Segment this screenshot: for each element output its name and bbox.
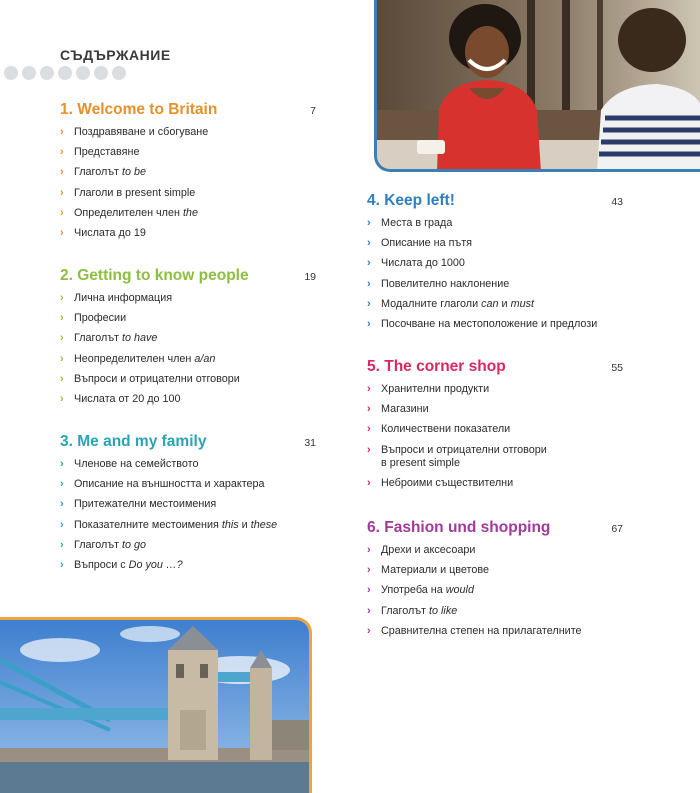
list-item: › Определителен член the xyxy=(60,206,198,219)
chevron-right-icon: › xyxy=(367,443,371,456)
list-item: › Хранителни продукти xyxy=(367,383,490,395)
chevron-right-icon: › xyxy=(60,312,64,325)
chevron-right-icon: › xyxy=(60,206,64,219)
chevron-right-icon: › xyxy=(60,518,64,531)
list-item: › Глаголът to have xyxy=(60,332,158,345)
chevron-right-icon: › xyxy=(60,498,64,511)
dot xyxy=(112,66,126,80)
cafe-photo xyxy=(374,0,700,172)
section-page-number: 43 xyxy=(611,196,623,208)
list-item: › Лична информация xyxy=(60,292,173,304)
list-item: › Места в града xyxy=(367,217,453,229)
list-item: › Числата до 19 xyxy=(60,226,146,239)
list-item: › Глаголът to be xyxy=(60,166,147,179)
dot xyxy=(76,66,90,80)
chevron-right-icon: › xyxy=(367,624,371,637)
chevron-right-icon: › xyxy=(367,237,371,250)
section-5 xyxy=(367,358,623,497)
chevron-right-icon: › xyxy=(367,257,371,270)
chevron-right-icon: › xyxy=(367,317,371,330)
list-item: › Описание на външността и характера xyxy=(60,478,265,491)
chevron-right-icon: › xyxy=(367,277,371,290)
list-item: › Повелително наклонение xyxy=(367,277,510,290)
list-item: › Магазини xyxy=(367,403,429,416)
section-1 xyxy=(60,101,316,247)
chevron-right-icon: › xyxy=(60,478,64,491)
chevron-right-icon: › xyxy=(367,564,371,577)
list-item: › Модалните глаголи can и must xyxy=(367,297,534,310)
list-item: › Глаголи в present simple xyxy=(60,186,196,199)
list-item: › Количествени показатели xyxy=(367,423,511,436)
chevron-right-icon: › xyxy=(367,476,371,489)
list-item: › Професии xyxy=(60,312,127,325)
list-item: › Поздравяване и сбогуване xyxy=(60,126,209,138)
section-title[interactable]: 1. Welcome to Britain xyxy=(60,101,218,118)
section-title[interactable]: 3. Me and my family xyxy=(60,433,207,450)
list-item: › Глаголът to like xyxy=(367,604,458,617)
section-page-number: 55 xyxy=(611,362,623,374)
list-item: › Въпроси и отрицателни отговори в present simple xyxy=(367,443,547,469)
chevron-right-icon: › xyxy=(60,226,64,239)
list-item: › Материали и цветове xyxy=(367,564,490,577)
list-item: › Сравнителна степен на прилагателните xyxy=(367,624,582,637)
list-item: › Въпроси и отрицателни отговори xyxy=(60,372,240,385)
list-item: › Въпроси с Do you …? xyxy=(60,558,183,571)
chevron-right-icon: › xyxy=(60,186,64,199)
chevron-right-icon: › xyxy=(367,297,371,310)
list-item: › Показателните местоимения this и these xyxy=(60,518,278,531)
section-6 xyxy=(367,519,623,645)
chevron-right-icon: › xyxy=(367,544,371,556)
dot xyxy=(4,66,18,80)
section-page-number: 31 xyxy=(304,437,316,449)
chevron-right-icon: › xyxy=(367,604,371,617)
list-item: › Числата от 20 до 100 xyxy=(60,392,181,405)
dot xyxy=(94,66,108,80)
dot xyxy=(22,66,36,80)
list-item: › Глаголът to go xyxy=(60,538,147,551)
chevron-right-icon: › xyxy=(60,372,64,385)
chevron-right-icon: › xyxy=(60,292,64,304)
list-item: › Представяне xyxy=(60,146,140,159)
section-title[interactable]: 4. Keep left! xyxy=(367,192,455,209)
dot xyxy=(58,66,72,80)
chevron-right-icon: › xyxy=(60,458,64,470)
list-item: › Числата до 1000 xyxy=(367,257,465,270)
chevron-right-icon: › xyxy=(60,352,64,365)
decorative-dots xyxy=(4,66,126,80)
chevron-right-icon: › xyxy=(367,584,371,597)
chevron-right-icon: › xyxy=(60,146,64,159)
chevron-right-icon: › xyxy=(60,392,64,405)
chevron-right-icon: › xyxy=(60,332,64,345)
chevron-right-icon: › xyxy=(60,538,64,551)
list-item: › Употреба на would xyxy=(367,584,474,597)
list-item: › Посочване на местоположение и предлози xyxy=(367,317,598,330)
chevron-right-icon: › xyxy=(367,383,371,395)
chevron-right-icon: › xyxy=(367,403,371,416)
chevron-right-icon: › xyxy=(367,217,371,229)
section-4 xyxy=(367,192,623,338)
chevron-right-icon: › xyxy=(60,126,64,138)
section-page-number: 67 xyxy=(611,523,623,535)
list-item: › Членове на семейството xyxy=(60,458,199,470)
list-item: › Дрехи и аксесоари xyxy=(367,544,476,556)
list-item: › Неброими съществителни xyxy=(367,476,514,489)
section-2 xyxy=(60,267,316,413)
chevron-right-icon: › xyxy=(60,558,64,571)
section-page-number: 7 xyxy=(310,105,316,117)
section-title[interactable]: 2. Getting to know people xyxy=(60,267,249,284)
chevron-right-icon: › xyxy=(367,423,371,436)
tower-bridge-photo xyxy=(0,617,312,793)
section-3 xyxy=(60,433,316,579)
section-page-number: 19 xyxy=(304,271,316,283)
list-item: › Притежателни местоимения xyxy=(60,498,217,511)
section-title[interactable]: 5. The corner shop xyxy=(367,358,506,375)
list-item: › Неопределителен член a/an xyxy=(60,352,216,365)
page-title: СЪДЪРЖАНИЕ xyxy=(60,47,171,63)
list-item: › Описание на пътя xyxy=(367,237,473,250)
chevron-right-icon: › xyxy=(60,166,64,179)
section-title[interactable]: 6. Fashion und shopping xyxy=(367,519,551,536)
dot xyxy=(40,66,54,80)
